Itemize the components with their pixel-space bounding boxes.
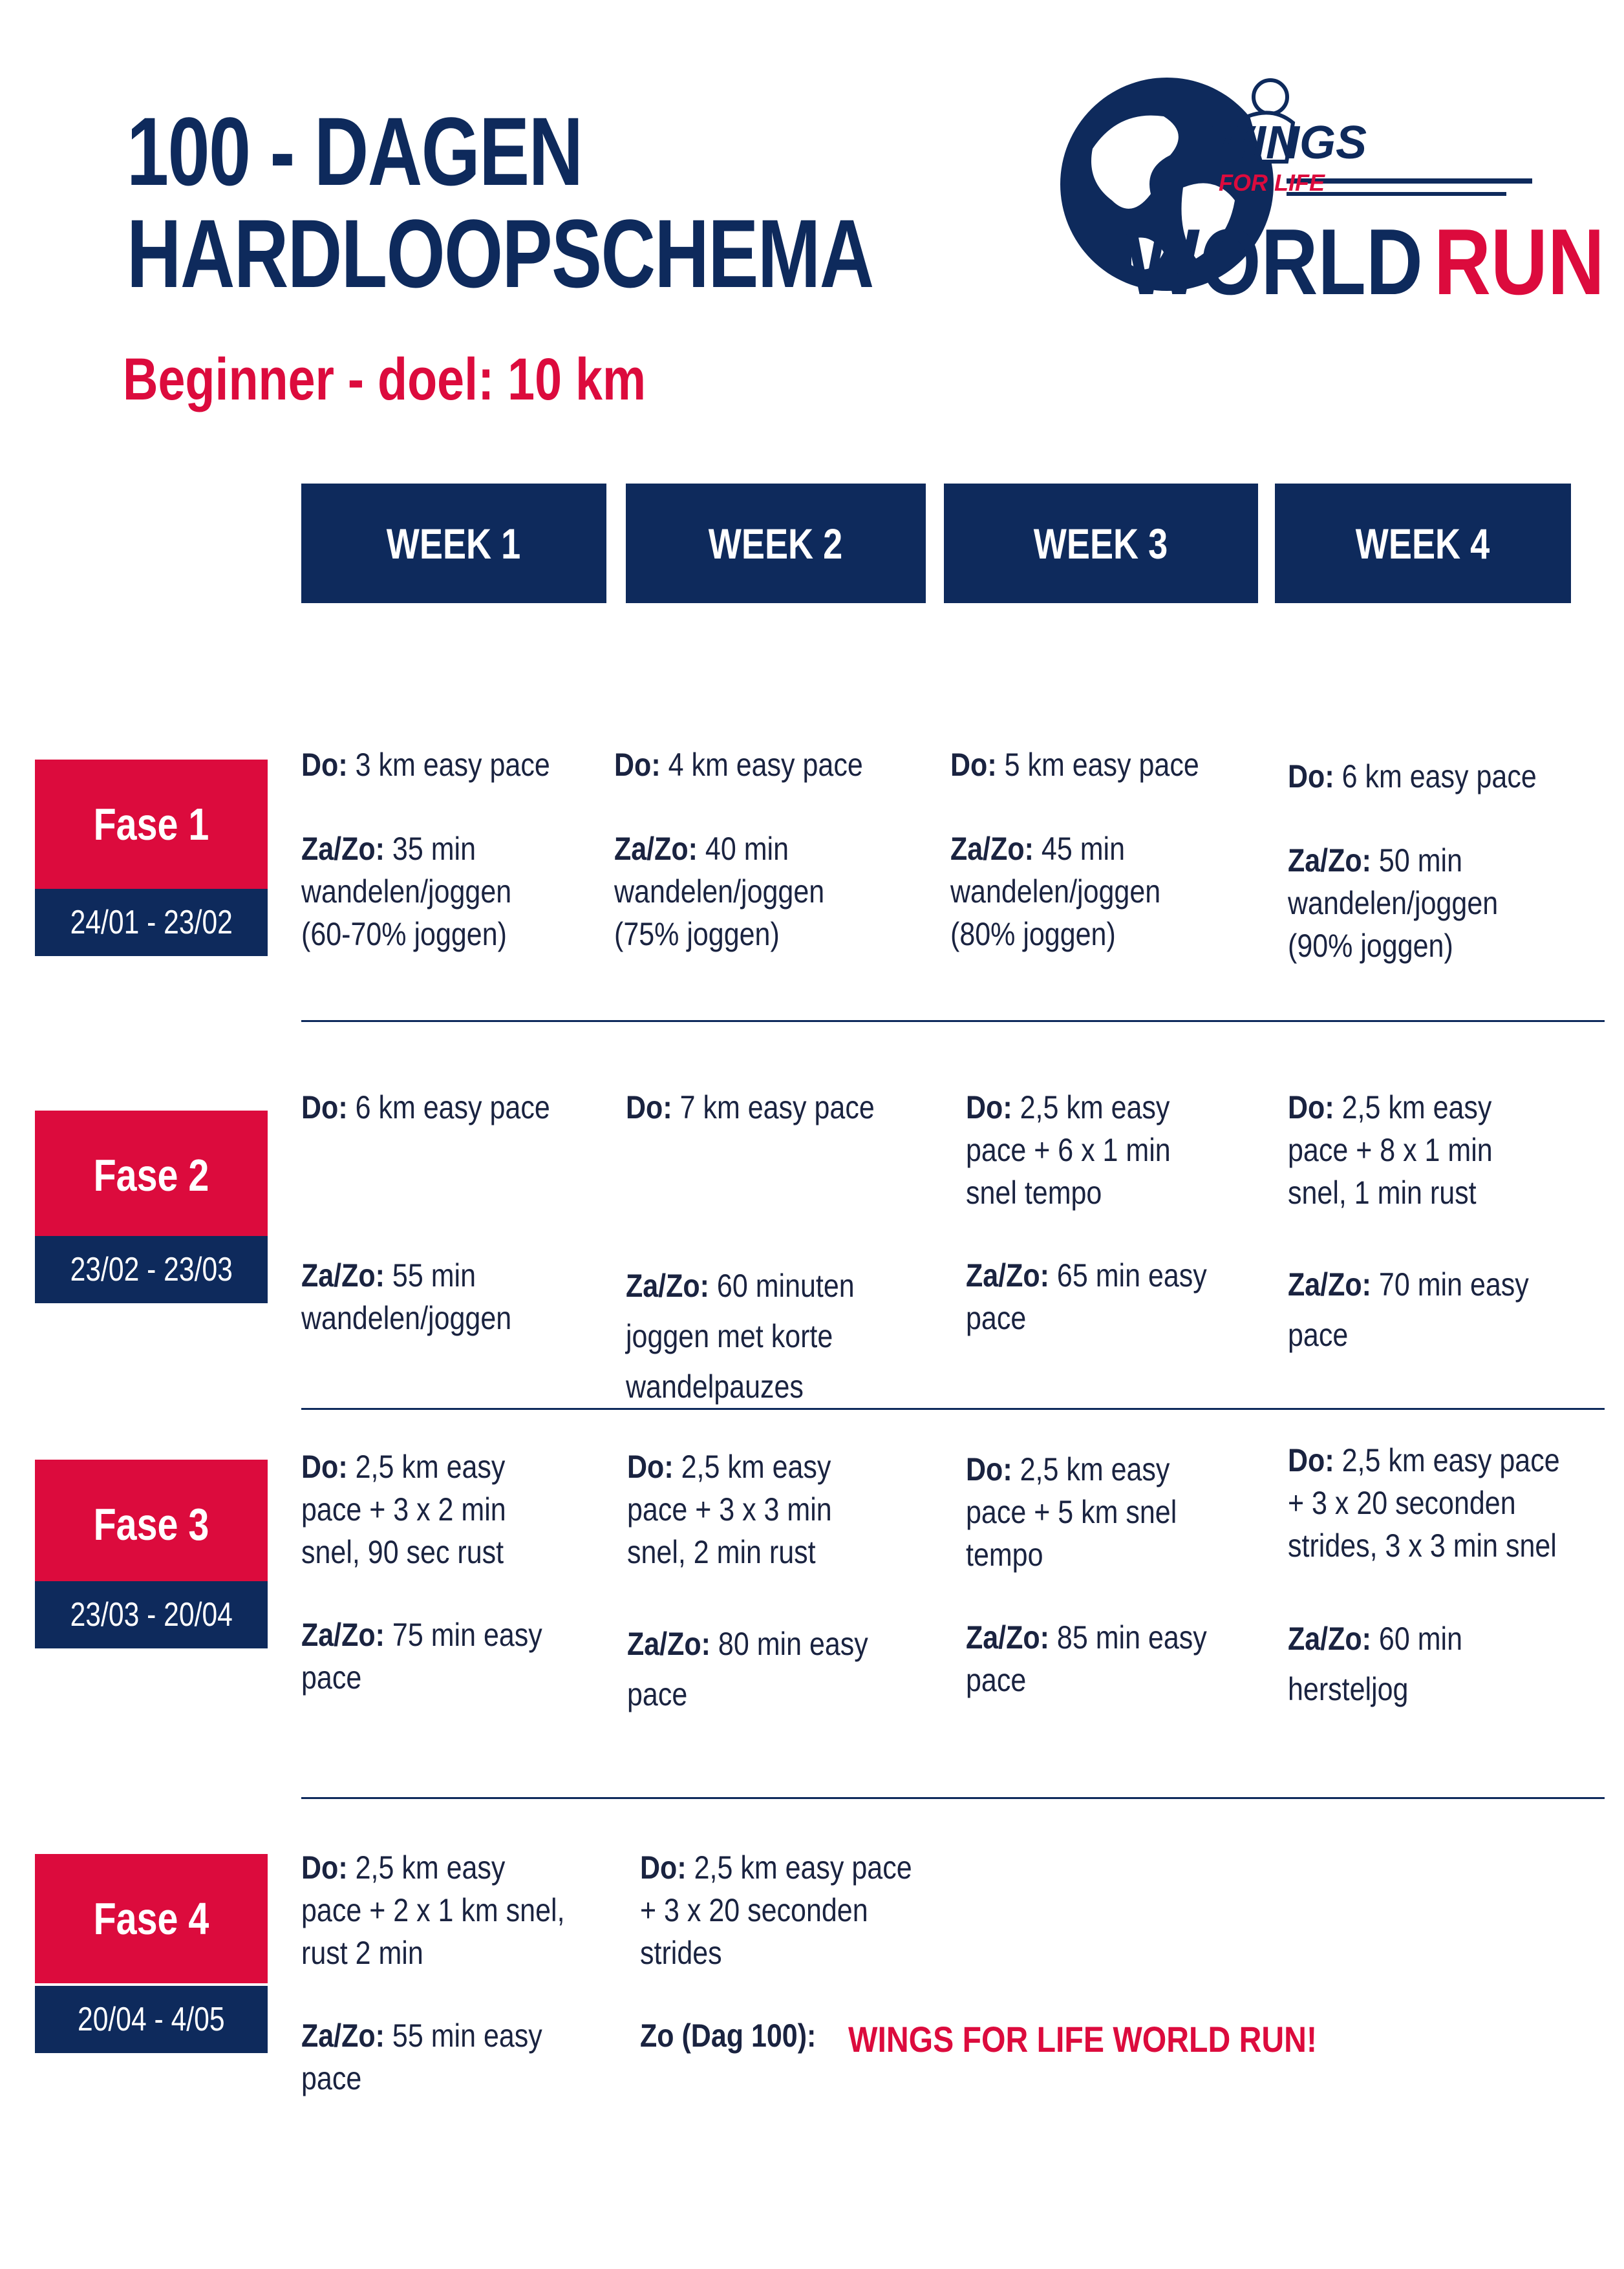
do-text: 2,5 km easy pace + 3 x 2 min snel, 90 sec rust: [301, 1449, 506, 1570]
do-text: 2,5 km easy pace + 8 x 1 min snel, 1 min rust: [1288, 1089, 1493, 1211]
phase-2-label: [35, 1111, 268, 1240]
zazo-text: 75 min easy pace: [301, 1617, 542, 1696]
f4-w1: [301, 1846, 599, 1974]
zazo-text: 85 min easy pace: [966, 1619, 1207, 1698]
zazo-text: 55 min wandelen/joggen: [301, 1257, 512, 1336]
f3-w1-zazo: [301, 1614, 573, 1699]
page-title: [127, 97, 873, 308]
phase-3-dates: [35, 1581, 268, 1648]
f2-w3: [966, 1086, 1250, 1214]
zazo-label: Za/Zo:: [301, 2018, 385, 2054]
f1-w3-zazo: [950, 827, 1228, 955]
do-label: Do:: [301, 1849, 348, 1886]
f2-w4: [1288, 1086, 1572, 1214]
week-header-1: [301, 484, 606, 603]
logo-run: RUN: [1434, 210, 1605, 315]
phase-dates: 20/04 - 4/05: [78, 2001, 225, 2038]
logo-for-life: FOR LIFE: [1219, 169, 1325, 196]
do-label: Do:: [1288, 1089, 1334, 1125]
divider: [301, 1408, 1605, 1410]
phase-1-dates: [35, 889, 268, 956]
do-text: 4 km easy pace: [660, 747, 863, 783]
do-text: 6 km easy pace: [1334, 758, 1537, 794]
week-header-2: [626, 484, 926, 603]
phase-name: Fase 1: [93, 799, 209, 849]
phase-name: Fase 3: [93, 1499, 209, 1550]
phase-1-label: [35, 760, 268, 889]
f2-w2-zazo: [626, 1261, 910, 1412]
do-text: 2,5 km easy pace + 3 x 3 min snel, 2 min rust: [627, 1449, 832, 1570]
zazo-text: 80 min easy pace: [627, 1626, 868, 1712]
zazo-label: Za/Zo:: [627, 1626, 710, 1662]
title-line-1: 100 - DAGEN: [127, 97, 582, 206]
do-text: 2,5 km easy pace + 3 x 20 seconden strides: [640, 1849, 912, 1971]
do-label: Do:: [301, 747, 348, 783]
f4-w2: [640, 1846, 937, 1974]
phase-3-label: [35, 1460, 268, 1589]
f2-w2: [626, 1086, 936, 1129]
zazo-text: 50 min wandelen/joggen (90% joggen): [1288, 842, 1499, 964]
page-subtitle: Beginner - doel: 10 km: [123, 346, 646, 412]
f1-w3: [950, 743, 1261, 786]
divider: [301, 1797, 1605, 1799]
do-text: 2,5 km easy pace + 2 x 1 km snel, rust 2 min: [301, 1849, 565, 1971]
f3-w4-zazo: [1288, 1614, 1559, 1714]
f3-w4: [1288, 1439, 1572, 1567]
do-text: 6 km easy pace: [347, 1089, 550, 1125]
phase-name: Fase 2: [93, 1150, 209, 1200]
phase-name: Fase 4: [93, 1893, 209, 1944]
zazo-text: 65 min easy pace: [966, 1257, 1207, 1336]
do-label: Do:: [627, 1449, 674, 1485]
do-text: 2,5 km easy pace + 5 km snel tempo: [966, 1451, 1177, 1573]
f4-w1-zazo: [301, 2014, 573, 2100]
do-label: Do:: [301, 1449, 348, 1485]
wings-for-life-logo: [1054, 71, 1605, 315]
f1-w1: [301, 743, 612, 786]
phase-dates: 23/03 - 20/04: [70, 1596, 233, 1634]
do-label: Do:: [1288, 758, 1334, 794]
zazo-label: Za/Zo:: [966, 1257, 1049, 1294]
do-label: Do:: [966, 1451, 1012, 1487]
do-label: Do:: [301, 1089, 348, 1125]
zazo-label: Za/Zo:: [966, 1619, 1049, 1656]
do-label: Do:: [966, 1089, 1012, 1125]
f3-w2: [627, 1445, 924, 1573]
week-label: WEEK 2: [709, 519, 843, 568]
phase-2-dates: [35, 1236, 268, 1303]
f2-w1-zazo: [301, 1254, 579, 1339]
week-header-3: [944, 484, 1258, 603]
phase-4-label: [35, 1854, 268, 1983]
f2-w3-zazo: [966, 1254, 1237, 1339]
zazo-label: Za/Zo:: [301, 831, 385, 867]
zazo-label: Za/Zo:: [301, 1617, 385, 1653]
do-text: 3 km easy pace: [347, 747, 550, 783]
logo-world: WORLD: [1125, 210, 1423, 315]
zazo-label: Za/Zo:: [614, 831, 698, 867]
week-label: WEEK 4: [1356, 519, 1490, 568]
f1-w2-zazo: [614, 827, 892, 955]
do-label: Do:: [614, 747, 661, 783]
zazo-label: Za/Zo:: [1288, 1266, 1371, 1303]
f1-w4: [1288, 755, 1598, 798]
do-label: Do:: [950, 747, 997, 783]
f3-w2-zazo: [627, 1619, 899, 1720]
f1-w2: [614, 743, 924, 786]
f2-w4-zazo: [1288, 1259, 1559, 1360]
do-label: Do:: [1288, 1442, 1334, 1478]
zazo-text: 55 min easy pace: [301, 2018, 542, 2096]
f3-w3: [966, 1448, 1250, 1576]
zazo-label: Za/Zo:: [626, 1268, 709, 1304]
zazo-text: 60 minuten joggen met korte wandelpauzes: [626, 1268, 855, 1405]
zazo-text: 45 min wandelen/joggen (80% joggen): [950, 831, 1161, 952]
do-label: Do:: [626, 1089, 672, 1125]
week-header-4: [1275, 484, 1571, 603]
zazo-label: Za/Zo:: [301, 1257, 385, 1294]
f1-w1-zazo: [301, 827, 579, 955]
zazo-label: Za/Zo:: [1288, 842, 1371, 879]
f3-w3-zazo: [966, 1616, 1237, 1701]
f3-w1: [301, 1445, 599, 1573]
phase-dates: 24/01 - 23/02: [70, 904, 233, 941]
zazo-label: Za/Zo:: [1288, 1621, 1371, 1657]
zazo-label: Za/Zo:: [950, 831, 1034, 867]
f2-w1: [301, 1086, 612, 1129]
phase-dates: 23/02 - 23/03: [70, 1251, 233, 1288]
week-label: WEEK 3: [1034, 519, 1168, 568]
zazo-text: 60 min hersteljog: [1288, 1621, 1462, 1707]
f1-w4-zazo: [1288, 839, 1559, 967]
week-label: WEEK 1: [387, 519, 521, 568]
zazo-text: 40 min wandelen/joggen (75% joggen): [614, 831, 825, 952]
divider: [301, 1020, 1605, 1022]
zazo-text: 35 min wandelen/joggen (60-70% joggen): [301, 831, 512, 952]
do-text: 5 km easy pace: [996, 747, 1199, 783]
logo-wings: WINGS: [1209, 117, 1367, 169]
do-text: 2,5 km easy pace + 6 x 1 min snel tempo: [966, 1089, 1171, 1211]
globe-runner-icon: [1054, 71, 1605, 315]
title-line-2: HARDLOOPSCHEMA: [127, 199, 873, 308]
final-event: WINGS FOR LIFE WORLD RUN!: [848, 2019, 1317, 2060]
zazo-text: 70 min easy pace: [1288, 1266, 1529, 1353]
do-text: 7 km easy pace: [672, 1089, 875, 1125]
final-day-label: Zo (Dag 100):: [640, 2018, 817, 2054]
phase-4-dates: [35, 1986, 268, 2053]
do-text: 2,5 km easy pace + 3 x 20 seconden strides, 3 x 3 min snel: [1288, 1442, 1560, 1564]
do-label: Do:: [640, 1849, 687, 1886]
